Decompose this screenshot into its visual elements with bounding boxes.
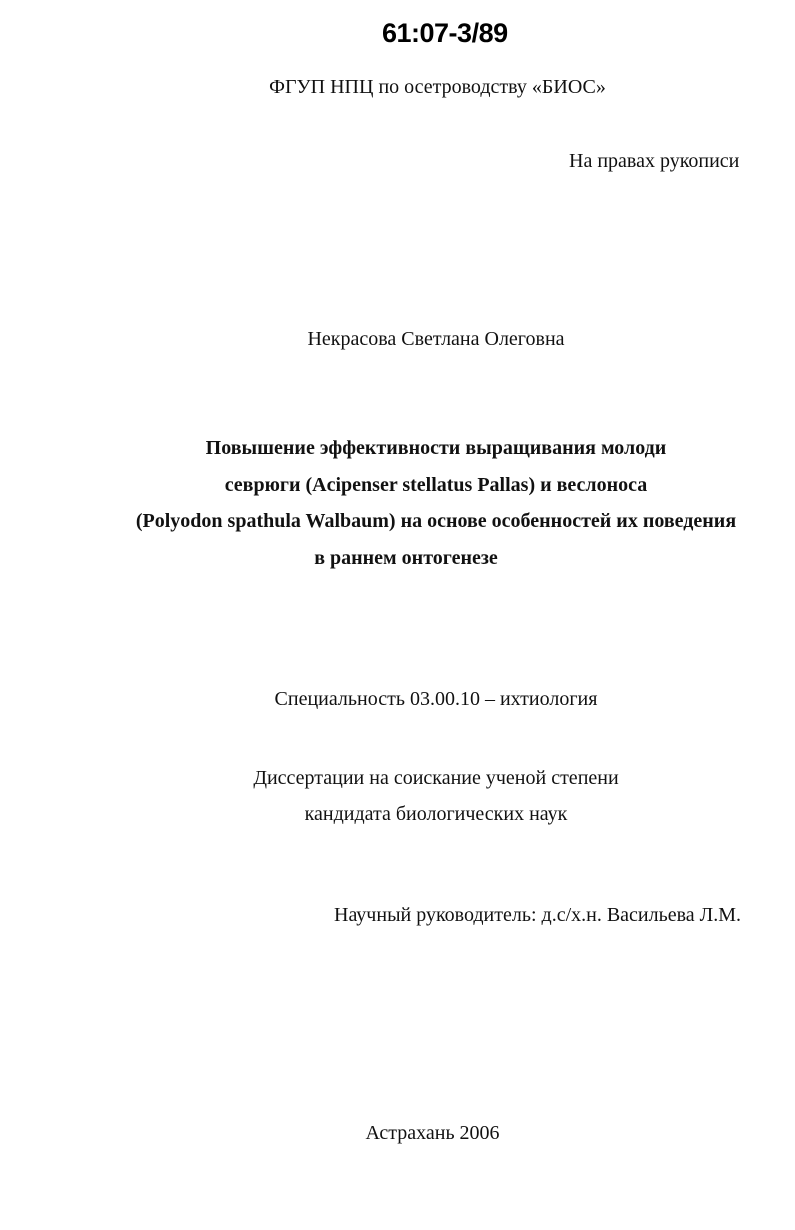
organization-name: ФГУП НПЦ по осетроводству «БИОС» bbox=[269, 76, 606, 98]
degree-line-1: Диссертации на соискание ученой степени bbox=[253, 767, 619, 789]
rights-note: На правах рукописи bbox=[569, 150, 740, 172]
degree-statement bbox=[0, 760, 795, 832]
author-name: Некрасова Светлана Олеговна bbox=[307, 328, 565, 350]
catalog-stamp: 61:07-3/89 bbox=[382, 18, 508, 48]
degree-line-2: кандидата биологических наук bbox=[304, 803, 568, 825]
scientific-advisor: Научный руководитель: д.с/х.н. Васильева Л.М. bbox=[334, 904, 742, 926]
title-line-1: Повышение эффективности выращивания молоди bbox=[205, 437, 667, 459]
title-line-3: (Polyodon spathula Walbaum) на основе особенностей их поведения bbox=[135, 510, 737, 532]
dissertation-title bbox=[0, 434, 795, 580]
specialty: Специальность 03.00.10 – ихтиология bbox=[274, 688, 598, 710]
title-line-4: в раннем онтогенезе bbox=[314, 546, 498, 569]
place-and-year: Астрахань 2006 bbox=[365, 1122, 500, 1144]
title-line-2: севрюги (Acipenser stellatus Pallas) и веслоноса bbox=[224, 473, 648, 496]
